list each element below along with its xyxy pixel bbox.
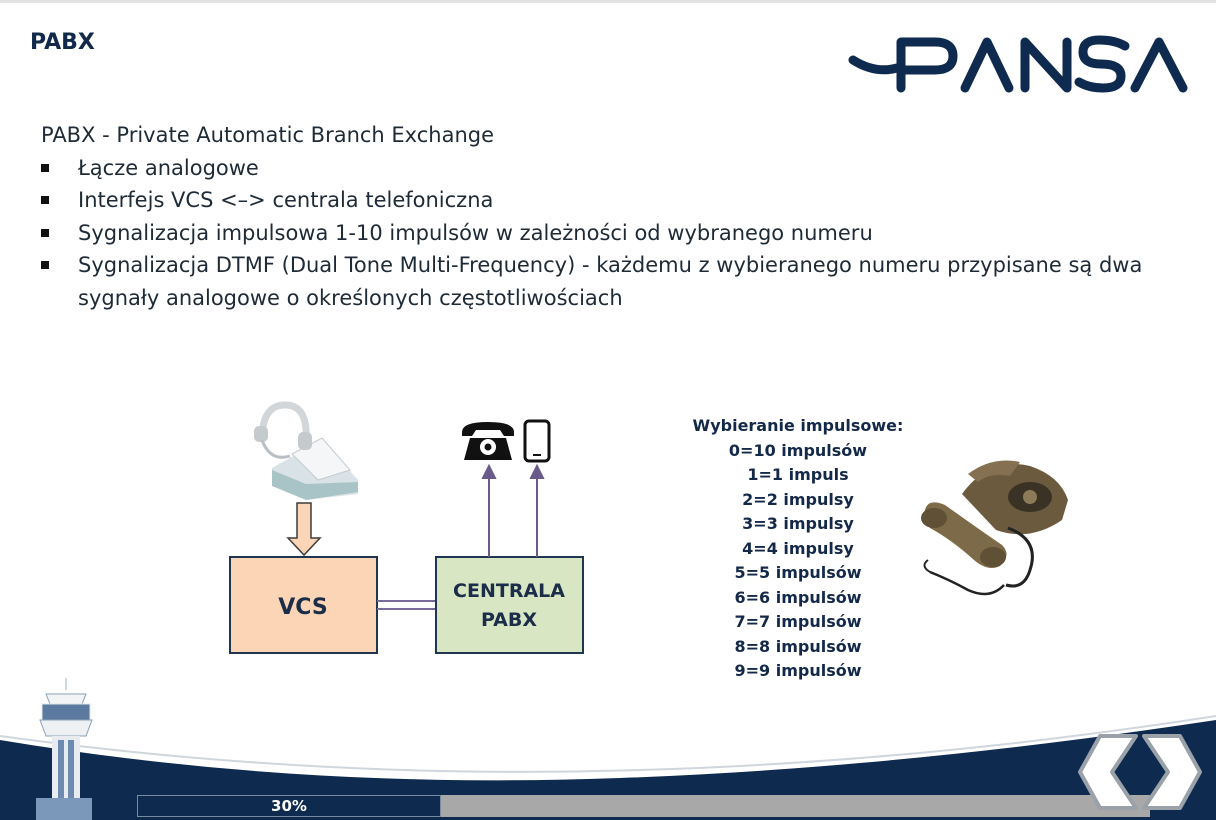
vcs-label: VCS [278,595,328,620]
list-item: 6=6 impulsów [734,587,862,607]
down-arrow [288,503,320,555]
list-item: Sygnalizacja DTMF (Dual Tone Multi-Frequency) - każdemu z wybieranego numeru przypisane są dwa sygnały analogowe o określonych częstotliwościach [41,249,1201,314]
rotary-phone-icon [921,461,1068,595]
list-item: 1=1 impuls [747,465,849,484]
slide-title: PABX [30,30,95,55]
vcs-box [230,557,377,653]
prev-slide-button[interactable] [1078,733,1140,811]
list-item: 8=8 impulsów [734,636,862,656]
vcs-pabx-link [377,601,436,609]
list-item: Łącze analogowe [41,152,1201,185]
list-item: 9=9 impulsów [734,661,862,680]
smartphone-icon [525,421,549,461]
list-item: 7=7 impulsów [734,612,862,631]
list-item: 3=3 impulsy [742,514,854,533]
progress-label: 30% [271,797,307,815]
pulse-dialing-list [680,414,916,684]
list-item: 4=4 impulsy [742,538,854,558]
list-item: 5=5 impulsów [734,563,862,582]
pabx-label-line2: PABX [480,609,538,631]
desk-phone-icon [462,422,514,460]
chevron-right-icon [1144,736,1200,808]
pulse-dialing-heading: Wybieranie impulsowe: [692,416,904,435]
intro-text: PABX - Private Automatic Branch Exchange [41,123,495,147]
chevron-left-icon [1080,736,1136,808]
pabx-box [436,557,583,653]
list-item: Interfejs VCS <–> centrala telefoniczna [41,184,1201,217]
headset-icon [254,405,358,500]
next-slide-button[interactable] [1140,733,1202,811]
list-item: 2=2 impulsy [742,489,854,509]
pabx-label-line1: CENTRALA [453,580,565,602]
list-item: 0=10 impulsów [728,440,868,460]
up-arrows [483,466,543,557]
list-item: Sygnalizacja impulsowa 1-10 impulsów w zależności od wybranego numeru [41,217,1201,250]
